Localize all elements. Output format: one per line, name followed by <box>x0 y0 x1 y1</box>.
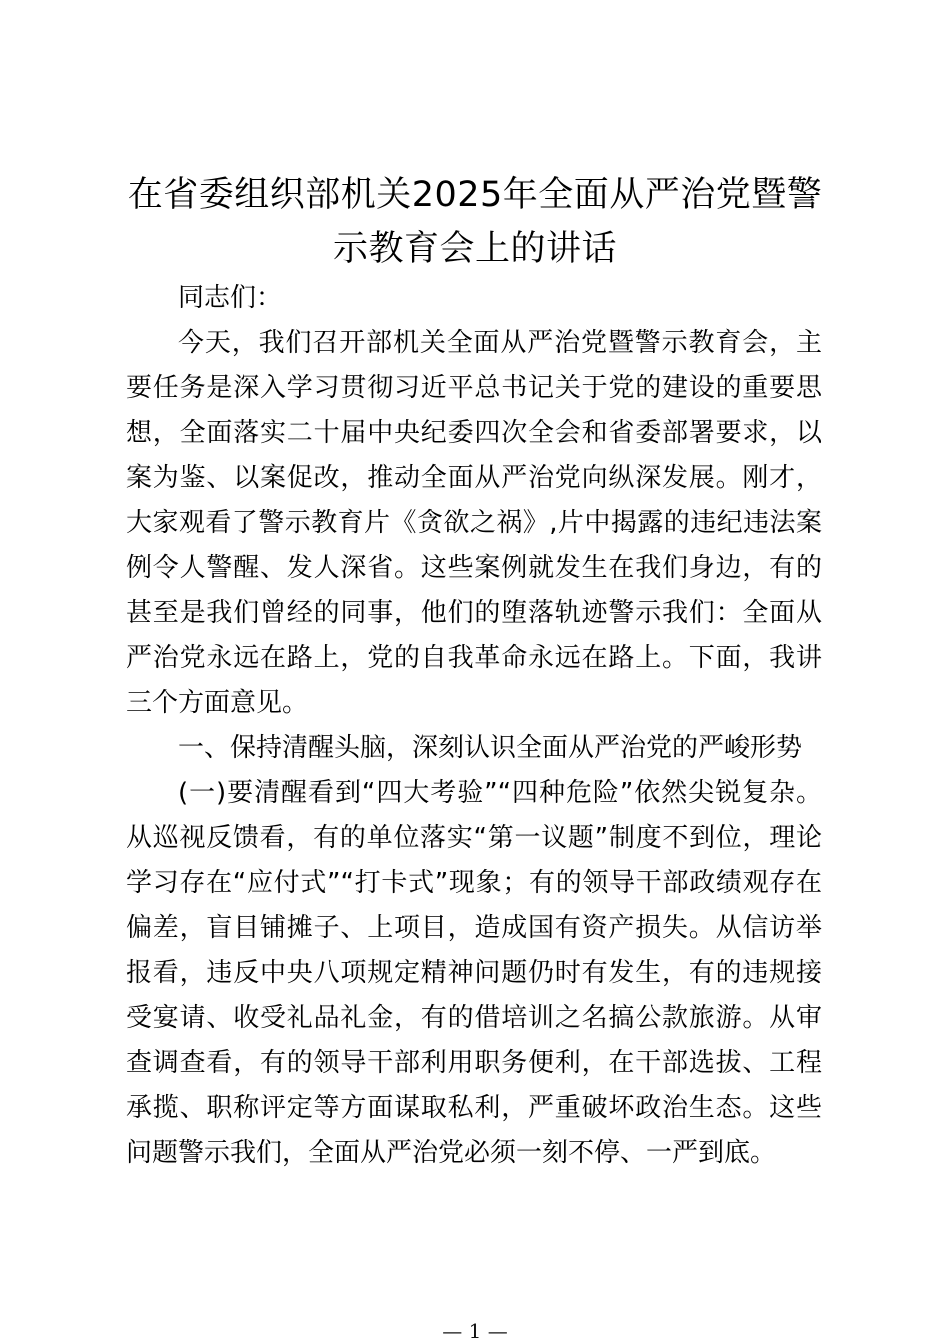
salutation: 同志们： <box>178 283 283 313</box>
paragraph-subsection-1: (一)要清醒看到“四大考验”“四种危险”依然尖锐复杂。从巡视反馈看，有的单位落实“第一议题”制度不到位，理论学习存在“应付式”“打卡式”现象；有的领导干部政绩观存在偏差，盲目铺摊子、上项目，造成国有资产损失。从信访举报看，违反中央八项规定精神问题仍时有发生，有的违规接受宴请、收受礼品礼金，有的借培训之名搞公款旅游。从审查调查看，有的领导干部利用职务便利，在干部选拔、工程承揽、职称评定等方面谋取私利，严重破坏政治生态。这些问题警示我们，全面从严治党必须一刻不停、一严到底。 <box>126 778 822 1168</box>
section-heading-1: 一、保持清醒头脑，深刻认识全面从严治党的严峻形势 <box>178 733 803 763</box>
document-title <box>120 168 830 276</box>
title-line-2: 示教育会上的讲话 <box>332 229 617 269</box>
page-number: — 1 — <box>442 1319 508 1343</box>
title-line-1: 在省委组织部机关2025年全面从严治党暨警 <box>127 175 823 215</box>
paragraph-intro: 今天，我们召开部机关全面从严治党暨警示教育会，主要任务是深入学习贯彻习近平总书记关于党的建设的重要思想，全面落实二十届中央纪委四次全会和省委部署要求，以案为鉴、以案促改，推动全面从严治党向纵深发展。刚才，大家观看了警示教育片《贪欲之祸》,片中揭露的违纪违法案例令人警醒、发人深省。这些案例就发生在我们身边，有的甚至是我们曾经的同事，他们的堕落轨迹警示我们：全面从严治党永远在路上，党的自我革命永远在路上。下面，我讲三个方面意见。 <box>126 328 822 718</box>
document-body <box>126 276 822 1176</box>
